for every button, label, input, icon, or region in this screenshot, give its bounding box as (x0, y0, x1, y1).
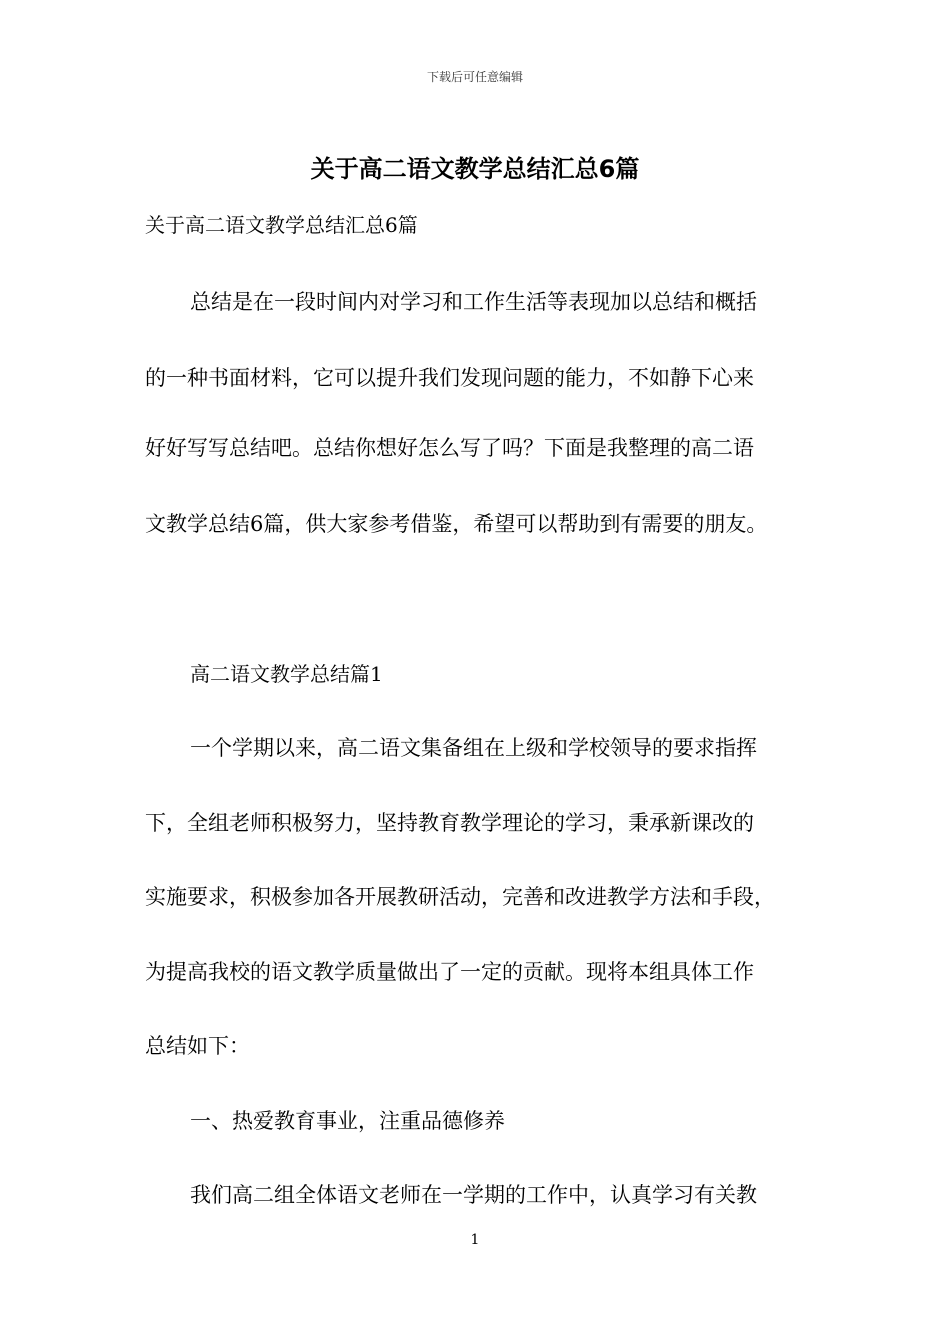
intro-line-1: 总结是在一段时间内对学习和工作生活等表现加以总结和概括 (190, 290, 757, 314)
subheading: 一、热爱教育事业，注重品德修养 (190, 1109, 505, 1133)
intro-line-2: 的一种书面材料，它可以提升我们发现问题的能力，不如静下心来 (145, 366, 754, 390)
intro-line-4: 文教学总结6篇，供大家参考借鉴，希望可以帮助到有需要的朋友。 (145, 512, 768, 536)
body-line-5: 总结如下： (145, 1034, 250, 1058)
section-heading: 高二语文教学总结篇1 (190, 662, 383, 686)
document-subtitle: 关于高二语文教学总结汇总6篇 (145, 213, 418, 237)
document-title: 关于高二语文教学总结汇总6篇 (310, 155, 640, 183)
header-note: 下载后可任意编辑 (426, 70, 523, 84)
body-line-4: 为提高我校的语文教学质量做出了一定的贡献。现将本组具体工作 (145, 960, 754, 984)
body-line-2: 下，全组老师积极努力，坚持教育教学理论的学习，秉承新课改的 (145, 811, 754, 835)
page-number: 1 (470, 1232, 480, 1248)
body-line-3: 实施要求，积极参加各开展教研活动，完善和改进教学方法和手段， (145, 885, 775, 909)
body-line-6: 我们高二组全体语文老师在一学期的工作中，认真学习有关教 (190, 1183, 757, 1207)
body-line-1: 一个学期以来，高二语文集备组在上级和学校领导的要求指挥 (190, 736, 757, 760)
intro-line-3: 好好写写总结吧。总结你想好怎么写了吗？下面是我整理的高二语 (145, 436, 754, 460)
